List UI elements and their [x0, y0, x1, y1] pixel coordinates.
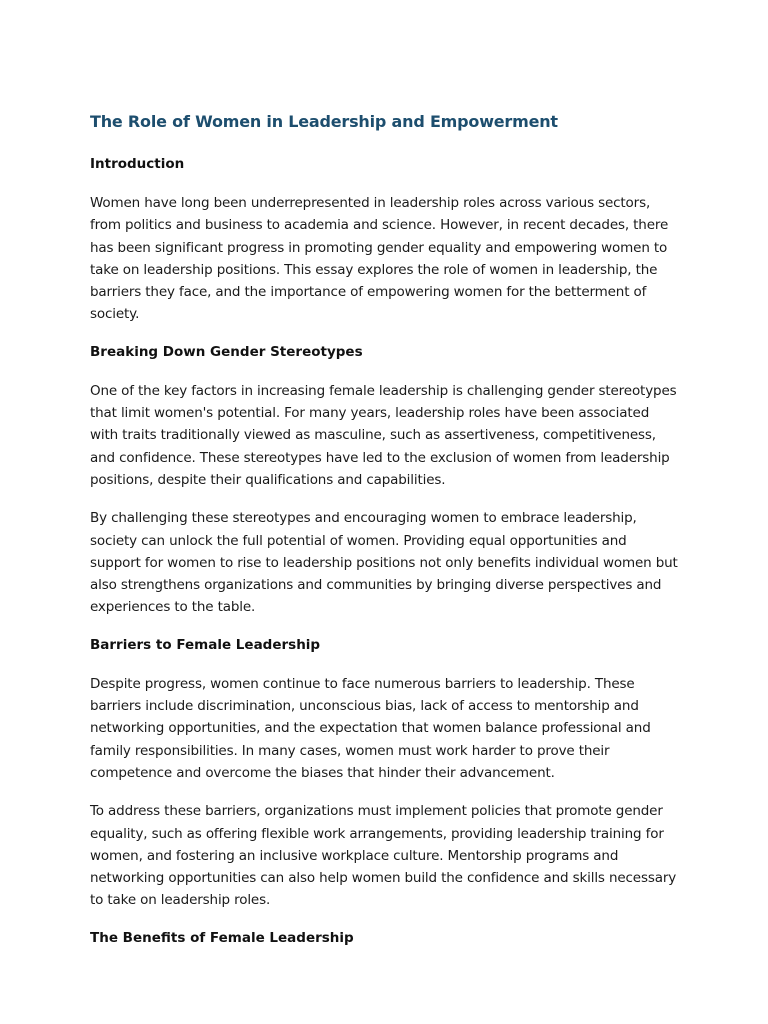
section-heading: Introduction — [90, 156, 185, 172]
section-breaking-down-gender-stereotypes — [90, 342, 680, 619]
document-title: The Role of Women in Leadership and Empowerment — [90, 112, 558, 131]
section-heading: The Benefits of Female Leadership — [90, 929, 354, 946]
paragraph: Women have long been underrepresented in leadership roles across various sectors, from politics and business to academia and science. However, in recent decades, there has been significant progress in promoting gender equality and empowering women to take on leadership positions. This essay explores the role of women in leadership, the barriers they face, and the importance of empowering women for the betterment of society. — [90, 195, 669, 323]
section-heading: Breaking Down Gender Stereotypes — [90, 343, 363, 360]
paragraph: To address these barriers, organizations must implement policies that promote gender equality, such as offering flexible work arrangements, providing leadership training for women, and fostering an inclusive workplace culture. Mentorship programs and networking opportunities can also help women build the confidence and skills necessary to take on leadership roles. — [90, 803, 677, 909]
section-heading: Barriers to Female Leadership — [90, 636, 321, 653]
section-benefits-of-female-leadership — [90, 928, 680, 948]
section-introduction — [90, 154, 680, 326]
paragraph: One of the key factors in increasing female leadership is challenging gender stereotypes that limit women's potential. For many years, leadership roles have been associated with traits traditionally viewed as masculine, such as assertiveness, competitiveness, and confidence. These stereotypes have led to the exclusion of women from leadership positions, despite their qualifications and capabilities. — [90, 382, 677, 488]
document-page — [90, 110, 680, 966]
paragraph: Despite progress, women continue to face numerous barriers to leadership. These barriers include discrimination, unconscious bias, lack of access to mentorship and networking opportunities, and the expectation that women balance professional and family responsibilities. In many cases, women must work harder to prove their competence and overcome the biases that hinder their advancement. — [90, 675, 651, 781]
section-barriers-to-female-leadership — [90, 635, 680, 912]
paragraph: By challenging these stereotypes and encouraging women to embrace leadership, society can unlock the full potential of women. Providing equal opportunities and support for women to rise to leadership positions not only benefits individual women but also strengthens organizations and communities by bringing diverse perspectives and experiences to the table. — [90, 510, 678, 616]
